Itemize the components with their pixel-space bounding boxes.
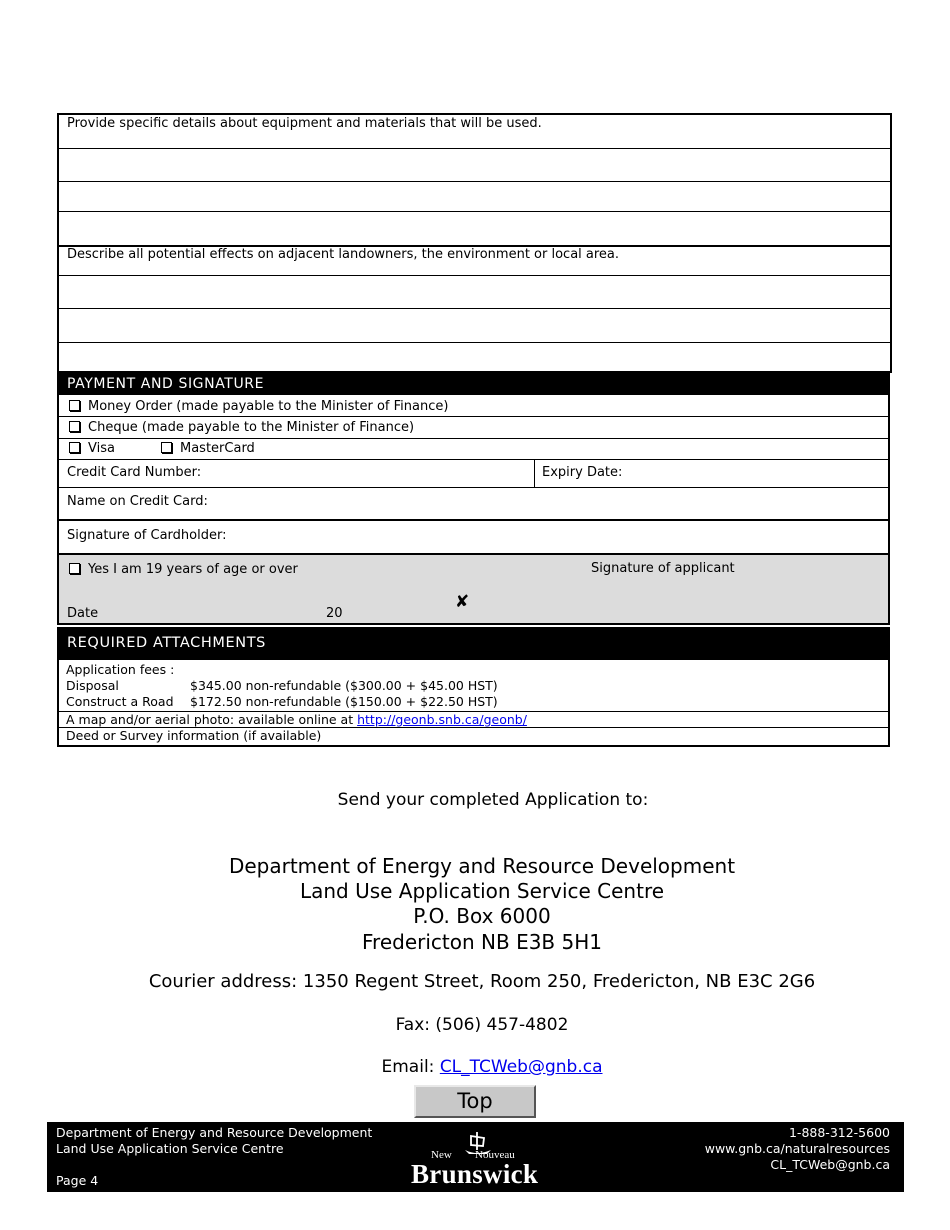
equipment-line-1[interactable] <box>59 149 890 181</box>
declaration-area <box>59 555 888 623</box>
applicant-signature-field[interactable] <box>479 585 879 619</box>
top-button[interactable]: Top <box>414 1085 536 1118</box>
attachments-section <box>57 627 890 747</box>
road-fee: $172.50 non-refundable ($150.00 + $22.50 HST) <box>190 694 498 709</box>
signature-cardholder-field[interactable] <box>239 522 879 552</box>
date-label: Date <box>67 606 99 621</box>
sign-here-mark: ✘ <box>455 592 470 612</box>
logo-brunswick-text: Brunswick <box>411 1159 539 1189</box>
visa-checkbox[interactable] <box>69 442 80 453</box>
geonb-link[interactable]: http://geonb.snb.ca/geonb/ <box>357 712 527 727</box>
effects-line-3[interactable] <box>59 343 890 371</box>
footer-dept: Department of Energy and Resource Development <box>56 1125 373 1140</box>
deed-info: Deed or Survey information (if available) <box>66 728 322 743</box>
logo-nouveau-text: Nouveau <box>475 1149 515 1161</box>
cheque-checkbox[interactable] <box>69 421 80 432</box>
mastercard-option[interactable]: MasterCard <box>161 441 255 456</box>
credit-card-number-label: Credit Card Number: <box>67 465 202 480</box>
credit-card-number-field[interactable] <box>209 461 529 485</box>
fax-number: Fax: (506) 457-4802 <box>395 1015 569 1035</box>
effects-line-1[interactable] <box>59 276 890 308</box>
page-footer <box>47 1122 904 1192</box>
fees-label: Application fees : <box>66 662 175 677</box>
footer-website[interactable]: www.gnb.ca/naturalresources <box>704 1141 890 1156</box>
attachments-header: REQUIRED ATTACHMENTS <box>59 627 888 660</box>
expiry-date-field[interactable] <box>629 461 884 485</box>
mailing-city: Fredericton NB E3B 5H1 <box>362 930 602 954</box>
mailing-centre: Land Use Application Service Centre <box>299 879 665 903</box>
signature-applicant-label: Signature of applicant <box>591 561 735 576</box>
mastercard-checkbox[interactable] <box>161 442 172 453</box>
mailing-dept: Department of Energy and Resource Development <box>228 854 736 878</box>
effects-section <box>57 245 892 373</box>
send-to-heading: Send your completed Application to: <box>337 790 649 810</box>
disposal-fee: $345.00 non-refundable ($300.00 + $45.00 HST) <box>190 678 498 693</box>
name-on-card-label: Name on Credit Card: <box>67 494 208 509</box>
disposal-label: Disposal <box>66 678 119 693</box>
year-prefix: 20 <box>326 606 343 621</box>
email-line: Email: CL_TCWeb@gnb.ca <box>381 1057 603 1077</box>
footer-email[interactable]: CL_TCWeb@gnb.ca <box>770 1157 890 1172</box>
age-confirm-checkbox[interactable] <box>69 563 80 574</box>
equipment-details-section <box>57 113 892 247</box>
name-on-card-field[interactable] <box>219 489 879 517</box>
signature-cardholder-label: Signature of Cardholder: <box>67 528 227 543</box>
money-order-checkbox[interactable] <box>69 400 80 411</box>
equipment-line-2[interactable] <box>59 182 890 211</box>
road-label: Construct a Road <box>66 694 174 709</box>
effects-prompt: Describe all potential effects on adjacent landowners, the environment or local area. <box>67 247 620 262</box>
expiry-date-label: Expiry Date: <box>542 465 623 480</box>
equipment-line-3[interactable] <box>59 212 890 245</box>
cheque-option[interactable]: Cheque (made payable to the Minister of Finance) <box>69 420 414 435</box>
courier-address: Courier address: 1350 Regent Street, Room 250, Fredericton, NB E3C 2G6 <box>148 971 816 992</box>
money-order-option[interactable]: Money Order (made payable to the Minister of Finance) <box>69 399 448 414</box>
new-brunswick-logo <box>409 1130 549 1192</box>
payment-header: PAYMENT AND SIGNATURE <box>59 373 888 395</box>
visa-option[interactable]: Visa <box>69 441 115 456</box>
payment-section <box>57 373 890 625</box>
footer-centre: Land Use Application Service Centre <box>56 1141 284 1156</box>
age-confirm-option[interactable]: Yes I am 19 years of age or over <box>69 562 298 577</box>
footer-phone: 1-888-312-5600 <box>788 1125 890 1140</box>
page-number: Page 4 <box>56 1173 99 1188</box>
effects-line-2[interactable] <box>59 309 890 342</box>
map-info: A map and/or aerial photo: available online at http://geonb.snb.ca/geonb/ <box>66 712 527 727</box>
mailing-po-box: P.O. Box 6000 <box>413 904 551 928</box>
equipment-prompt: Provide specific details about equipment and materials that will be used. <box>67 116 542 131</box>
logo-new-text: New <box>431 1149 452 1161</box>
email-link[interactable]: CL_TCWeb@gnb.ca <box>439 1057 603 1077</box>
